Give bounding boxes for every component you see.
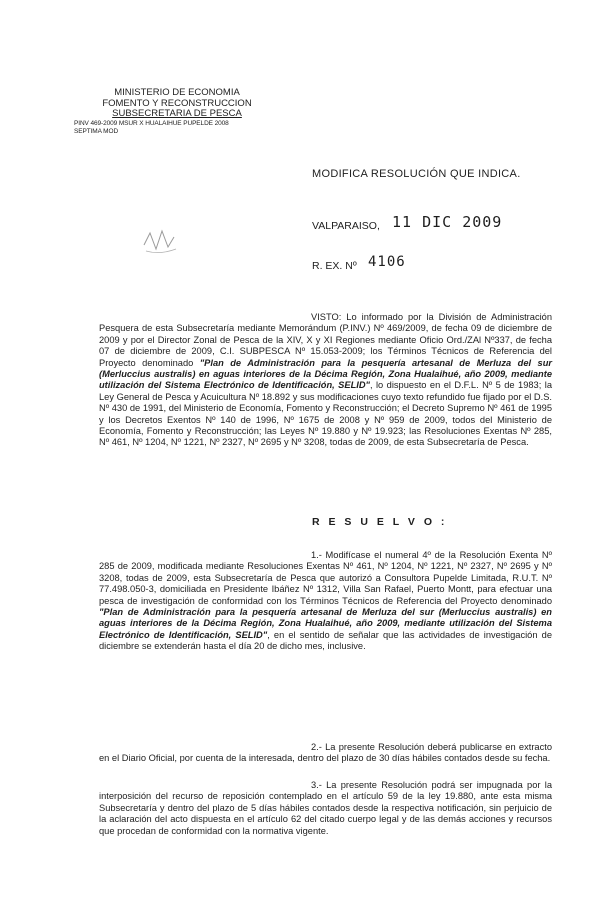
- resolution-label: R. EX. Nº: [312, 260, 357, 272]
- ministry-subtitle: FOMENTO Y RECONSTRUCCION: [102, 97, 252, 109]
- item-1-text-1: 1.- Modifícase el numeral 4º de la Resolución Exenta Nº 285 de 2009, modificada mediante Resoluciones Exentas Nº 461, Nº 1204, Nº 1221, Nº 2327, Nº 2695 y Nº 3208, todas de 2009, esta Subsecretaría de Pesca que autorizó a Consultora Pupelde Limitada, R.U.T. Nº 77.498.050-3, domiciliada en Presidente Ibáñez Nº 1312, Villa San Rafael, Puerto Montt, para efectuar una pesca de investigación de conformidad con los Términos Técnicos de Referencia del Proyecto denominado: [99, 550, 552, 606]
- resolution-item-1: [99, 550, 552, 653]
- resuelvo-heading: R E S U E L V O :: [312, 516, 448, 528]
- resolution-item-2: [99, 742, 552, 765]
- handwritten-date: 11 DIC 2009: [392, 213, 503, 231]
- file-reference: PINV 469-2009 MSUR X HUALAIHUE PUPELDE 2008: [74, 119, 229, 127]
- ministry-name: MINISTERIO DE ECONOMIA: [114, 87, 240, 98]
- item-2-text: 2.- La presente Resolución deberá publicarse en extracto en el Diario Oficial, por cuenta de la interesada, dentro del plazo de 30 días hábiles contados desde su fecha.: [99, 742, 552, 764]
- resolution-number: 4106: [368, 254, 406, 270]
- modification-reference: SEPTIMA MOD: [74, 127, 119, 135]
- visto-text-1: VISTO: Lo informado por la División de Administración Pesquera de esta Subsecretaría mediante Memorándum (P.INV.) Nº 469/2009, de fecha 09 de diciembre de 2009 y por el Director Zonal de Pesca de la XIV, X y XI Regiones mediante Oficio Ord./ZAl Nº337, de fecha 07 de diciembre de 2009, C.I. SUBPESCA Nº 15.053-2009; los Términos Técnicos de Referencia del Proyecto denominado: [99, 312, 552, 368]
- undersecretariat-name: SUBSECRETARIA DE PESCA: [112, 108, 242, 119]
- item-1-text-2: , en el sentido de señalar que las actividades de investigación de diciembre se extenderán hasta el día 20 de dicho mes, inclusive.: [99, 629, 552, 652]
- item-3-text: 3.- La presente Resolución podrá ser impugnada por la interposición del recurso de reposición contemplado en el artículo 59 de la ley 19.880, ante esta misma Subsecretaría y dentro del plazo de 5 días hábiles contados desde la respectiva notificación, sin perjuicio de la aclaración del acto dispuesta en el artículo 62 del citado cuerpo legal y de las demás acciones y recursos que procedan de conformidad con la normativa vigente.: [99, 780, 552, 836]
- ink-stamp: [140, 225, 180, 257]
- visto-paragraph: [99, 312, 552, 449]
- letterhead: [62, 88, 292, 136]
- resolution-item-3: [99, 780, 552, 837]
- document-subject: MODIFICA RESOLUCIÓN QUE INDICA.: [312, 168, 521, 180]
- place-label: VALPARAISO,: [312, 220, 380, 232]
- item-1-project-title: "Plan de Administración para la pesquería artesanal de Merluza del sur (Merluccius australis) en aguas interiores de la Décima Región, Zona Hualaihué, año 2009, mediante utilización del Sistema Electrónico de Identificación, SELID": [99, 607, 552, 640]
- visto-project-title: "Plan de Administración para la pesquería artesanal de Merluza del sur (Merluccius australis) en aguas interiores de la Décima Región, Zona Hualaihué, año 2009, mediante utilización del Sistema Electrónico de Identificación, SELID": [99, 357, 552, 391]
- visto-text-2: , lo dispuesto en el D.F.L. Nº 5 de 1983; la Ley General de Pesca y Acuicultura Nº 18.892 y sus modificaciones cuyo texto refundido fue fijado por el D.S. Nº 430 de 1991, del Ministerio de Economía, Fomento y Reconstrucción; el Decreto Supremo Nº 461 de 1995 y los Decretos Exentos Nº 140 de 1996, Nº 1675 de 2008 y Nº 959 de 2009, todos del Ministerio de Economía, Fomento y Reconstrucción; las Leyes Nº 19.880 y Nº 19.923; las Resoluciones Exentas Nº 285, Nº 461, Nº 1204, Nº 1221, Nº 2327, Nº 2695 y Nº 3208, todas de 2009, de esta Subsecretaría de Pesca.: [99, 380, 552, 448]
